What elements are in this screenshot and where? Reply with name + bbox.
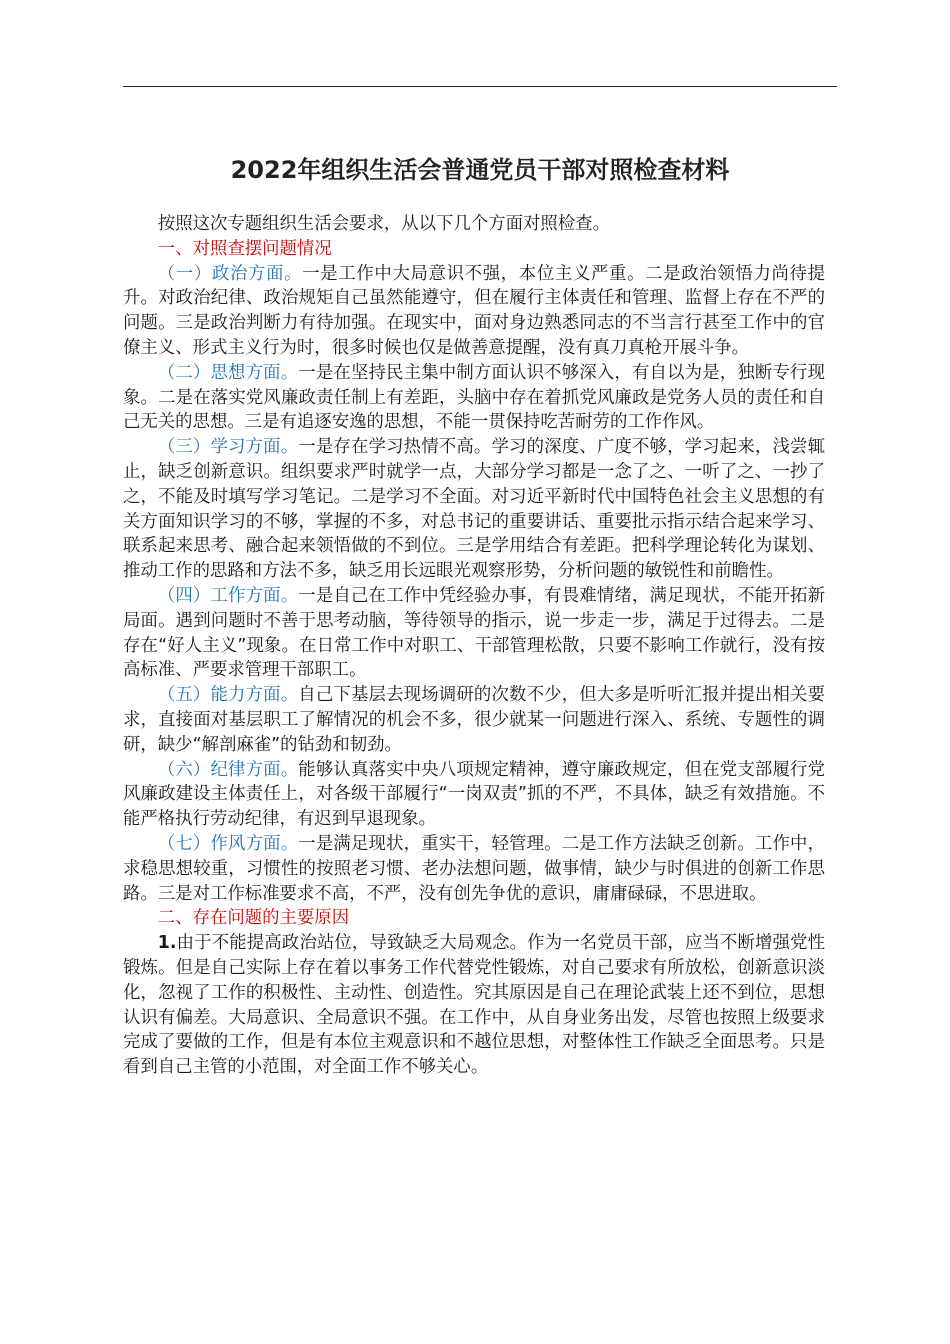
reason-paragraph-1 xyxy=(123,931,825,1080)
item-lead: （三）学习方面。 xyxy=(157,437,299,458)
reason-text: 由于不能提高政治站位，导致缺乏大局观念。作为一名党员干部，应当不断增强党性锻炼。但是自己实际上存在着以事务工作代替党性锻炼，对自己要求有所放松，创新意识淡化，忽视了工作的积极性、主动性、创造性。究其原因是自己在理论武装上还不到位，思想认识有偏差。大局意识、全局意识不强。在工作中，从自身业务出发，尽管也按照上级要求完成了要做的工作，但是有本位主观意识和不越位思想，对整体性工作缺乏全面思考。只是看到自己主管的小范围，对全面工作不够关心。 xyxy=(123,933,825,1078)
item-text: 能够认真落实中央八项规定精神，遵守廉政规定，但在党支部履行党风廉政建设主体责任上，对各级干部履行“一岗双责”抓的不严，不具体，缺乏有效措施。不能严格执行劳动纪律，有迟到早退现象。 xyxy=(123,759,825,830)
item-text: 一是自己在工作中凭经验办事，有畏难情绪，满足现状，不能开拓新局面。遇到问题时不善于思考动脑，等待领导的指示，说一步走一步，满足于过得去。二是存在“好人主义”现象。在日常工作中对职工、干部管理松散，只要不影响工作就行，没有按高标准、严要求管理干部职工。 xyxy=(123,585,825,681)
item-lead: （五）能力方面。 xyxy=(157,685,299,706)
item-ideology xyxy=(123,361,825,435)
item-text: 一是工作中大局意识不强，本位主义严重。二是政治领悟力尚待提升。对政治纪律、政治规矩自己虽然能遵守，但在履行主体责任和管理、监督上存在不严的问题。三是政治判断力有待加强。在现实中，面对身边熟悉同志的不当言行甚至工作中的官僚主义、形式主义行为时，很多时候也仅是做善意提醒，没有真刀真枪开展斗争。 xyxy=(123,263,825,358)
item-lead: （二）思想方面。 xyxy=(157,362,299,383)
intro-paragraph: 按照这次专题组织生活会要求，从以下几个方面对照检查。 xyxy=(157,214,610,234)
item-text: 一是在坚持民主集中制方面认识不够深入，有自以为是，独断专行现象。二是在落实党风廉政责任制上有差距，头脑中存在着抓党风廉政是党务人员的责任和自己无关的思想。三是有追逐安逸的思想，不能一贯保持吃苦耐劳的工作作风。 xyxy=(123,362,825,433)
item-lead: （六）纪律方面。 xyxy=(157,759,299,780)
document-body xyxy=(123,212,825,1080)
item-discipline xyxy=(123,758,825,832)
item-text: 一是满足现状，重实干，轻管理。二是工作方法缺乏创新。工作中，求稳思想较重，习惯性的按照老习惯、老办法想问题，做事情，缺少与时俱进的创新工作思路。三是对工作标准要求不高，不严，没有创先争优的意识，庸庸碌碌，不思进取。 xyxy=(123,833,825,904)
page-title: 2022年组织生活会普通党员干部对照检查材料 xyxy=(230,156,730,184)
section-heading-2: 二、存在问题的主要原因 xyxy=(157,908,350,929)
reason-number: 1. xyxy=(157,933,177,954)
item-text: 一是存在学习热情不高。学习的深度、广度不够，学习起来，浅尝辄止，缺乏创新意识。组织要求严时就学一点，大部分学习都是一念了之、一听了之、一抄了之，不能及时填写学习笔记。二是学习不全面。对习近平新时代中国特色社会主义思想的有关方面知识学习的不够，掌握的不多，对总书记的重要讲话、重要批示指示结合起来学习、联系起来思考、融合起来领悟做的不到位。三是学用结合有差距。把科学理论转化为谋划、推动工作的思路和方法不多，缺乏用长远眼光观察形势，分析问题的敏锐性和前瞻性。 xyxy=(123,437,825,582)
item-ability xyxy=(123,683,825,757)
item-lead: （四）工作方面。 xyxy=(157,585,299,606)
item-political xyxy=(123,262,825,361)
item-text: 自己下基层去现场调研的次数不少，但大多是听听汇报并提出相关要求，直接面对基层职工了解情况的机会不多，很少就某一问题进行深入、系统、专题性的调研，缺少“解剖麻雀”的钻劲和韧劲。 xyxy=(123,685,825,755)
item-study xyxy=(123,435,825,584)
section-heading-1: 一、对照查摆问题情况 xyxy=(157,238,332,259)
item-lead: （七）作风方面。 xyxy=(157,833,299,854)
header-rule xyxy=(123,86,837,87)
item-style xyxy=(123,832,825,906)
item-lead: （一）政治方面。 xyxy=(157,263,303,284)
item-work xyxy=(123,584,825,683)
